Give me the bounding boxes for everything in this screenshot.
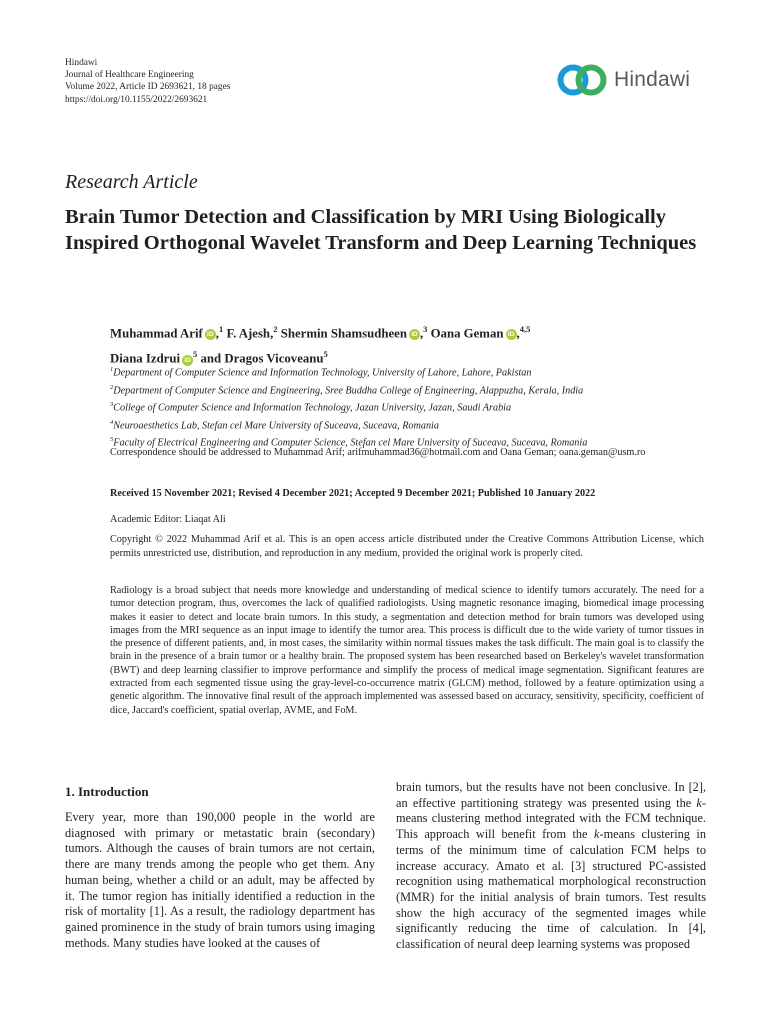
author-name: Oana Geman (430, 326, 504, 341)
journal-info (65, 57, 230, 106)
article-title: Brain Tumor Detection and Classification by MRI Using Biologically Inspired Orthogonal Wavelet Transform and Deep Learning Techniques (65, 206, 697, 254)
doi-link[interactable]: https://doi.org/10.1155/2022/2693621 (65, 94, 208, 105)
orcid-icon[interactable]: iD (506, 329, 517, 340)
author-list: Muhammad Arif iD ,$^1$ F. Ajesh,$^2$ Shermin Shamsudheen iD ,$^3$ Oana Geman iD ,$^{4,5}$ Diana Izdrui $iD^5$ and Dragos Vicoveanu$^5$ (110, 324, 531, 366)
orcid-icon[interactable]: iD (182, 355, 193, 366)
volume-line: Volume 2022, Article ID 2693621, 18 pages (65, 82, 231, 93)
author-name: Shermin Shamsudheen (280, 326, 407, 341)
affiliation-number: 5 (110, 436, 114, 444)
affiliation-item (110, 416, 710, 434)
affiliation-item (110, 381, 710, 399)
author-affiliation-number: 4,5 (519, 324, 531, 334)
academic-editor: Academic Editor: Liaqat Ali (110, 514, 226, 525)
affiliation-item (110, 363, 710, 381)
copyright-notice: Copyright © 2022 Muhammad Arif et al. This is an open access article distributed under the Creative Commons Attribution License, which permits unrestricted use, distribution, and reproduction in any medium, provided the original work is properly cited. (110, 534, 704, 560)
author-affiliation-number: 5 (323, 349, 328, 360)
affiliation-text: Neuroaesthetics Lab, Stefan cel Mare University of Suceava, Suceava, Romania (113, 420, 439, 432)
publisher-name: Hindawi (65, 58, 98, 68)
logo-text: Hindawi (614, 68, 691, 91)
correspondence: Correspondence should be addressed to Muhammad Arif; arifmuhammad36@hotmail.com and Oana Geman; oana.geman@usm.ro (110, 447, 646, 458)
section-heading: 1. Introduction (65, 784, 149, 799)
hindawi-logo-icon (556, 63, 608, 97)
intro-column-left: Every year, more than 190,000 people in the world are diagnosed with primary or metastatic brain (secondary) tumors. Although the causes of brain tumors are not certain, there are many trends among the people who get them. Any human being, whether a child or an adult, may be affected by it. The tumor region has initially identified a reduction in the risk of mortality [1]. As a result, the radiology department has gained prominence in the study of brain tumors using imaging methods. Many studies have looked at the causes of (65, 810, 375, 950)
author-affiliation-number: 2 (273, 324, 278, 334)
author-affiliation-number: 1 (218, 324, 224, 334)
publication-dates: Received 15 November 2021; Revised 4 December 2021; Accepted 9 December 2021; Published 10 January 2022 (110, 488, 596, 499)
math-variable: k (594, 827, 600, 842)
affiliation-text: Faculty of Electrical Engineering and Computer Science, Stefan cel Mare University of Suceava, Suceava, Romania (113, 437, 588, 449)
affiliation-number: 4 (110, 418, 114, 426)
article-type: Research Article (65, 171, 198, 193)
author-name: Diana Izdrui (110, 351, 181, 366)
journal-name: Journal of Healthcare Engineering (65, 70, 194, 81)
intro-column-right: brain tumors, but the results have not been conclusive. In [2], an effective partitioning strategy was presented using the k-means clustering method integrated with the FCM technique. This approach will benefit from the k-means clustering in terms of the minimum time of calculation FCM helps to increase accuracy. Amato et al. [3] structured PC-assisted recognition using mathematical morphological reconstruction (MMR) for the initial analysis of brain tumors. Test results show the high accuracy of the segmented images while significantly reducing the time of calculation. In [4], classification of neural deep learning systems was proposed (396, 780, 706, 952)
affiliation-number: 3 (110, 401, 114, 409)
affiliation-text: College of Computer Science and Information Technology, Jazan University, Jazan, Saudi Arabia (113, 402, 512, 414)
abstract: Radiology is a broad subject that needs more knowledge and understanding of medical science to identify tumors accurately. The need for a tumor detection program, thus, overcomes the lack of qualified radiologists. Using magnetic resonance imaging, biomedical image processing makes it easier to detect and locate brain tumors. In this study, a segmentation and detection method for brain tumors was developed using images from the MRI sequence as an input image to identify the tumor area. This process is difficult due to the wide variety of tumor tissues in the presence of different patients, and, in most cases, the similarity within normal tissues makes the task difficult. The main goal is to classify the brain in the presence of a brain tumor or a healthy brain. The proposed system has been researched based on Berkeley's wavelet transformation (BWT) and deep learning classifier to improve performance and simplify the process of medical image segmentation. Significant features are extracted from each segmented tissue using the gray-level-co-occurrence matrix (GLCM) method, followed by a feature optimization using a genetic algorithm. The innovative final result of the approach implemented was assessed based on accuracy, sensitivity, specificity, coefficient of dice, Jaccard's coefficient, spatial overlap, AVME, and FoM. (110, 585, 704, 716)
math-variable: k (696, 795, 702, 810)
affiliation-text: Department of Computer Science and Information Technology, University of Lahore, Lahore, Pakistan (113, 367, 532, 379)
orcid-icon[interactable]: iD (205, 329, 216, 340)
author-name: F. Ajesh (226, 326, 271, 341)
orcid-icon[interactable]: iD (409, 329, 420, 340)
author-name: Dragos Vicoveanu (224, 351, 324, 366)
author-name: Muhammad Arif (110, 326, 203, 341)
affiliation-number: 1 (110, 366, 114, 373)
author-affiliation-number: 5 (193, 349, 198, 360)
affiliation-number: 2 (110, 383, 114, 391)
affiliation-text: Department of Computer Science and Engineering, Sree Buddha College of Engineering, Alappuzha, Kerala, India (113, 384, 584, 396)
hindawi-logo[interactable] (556, 62, 690, 98)
affiliation-list (110, 363, 710, 451)
affiliation-item (110, 398, 710, 416)
author-affiliation-number: 3 (423, 324, 428, 334)
